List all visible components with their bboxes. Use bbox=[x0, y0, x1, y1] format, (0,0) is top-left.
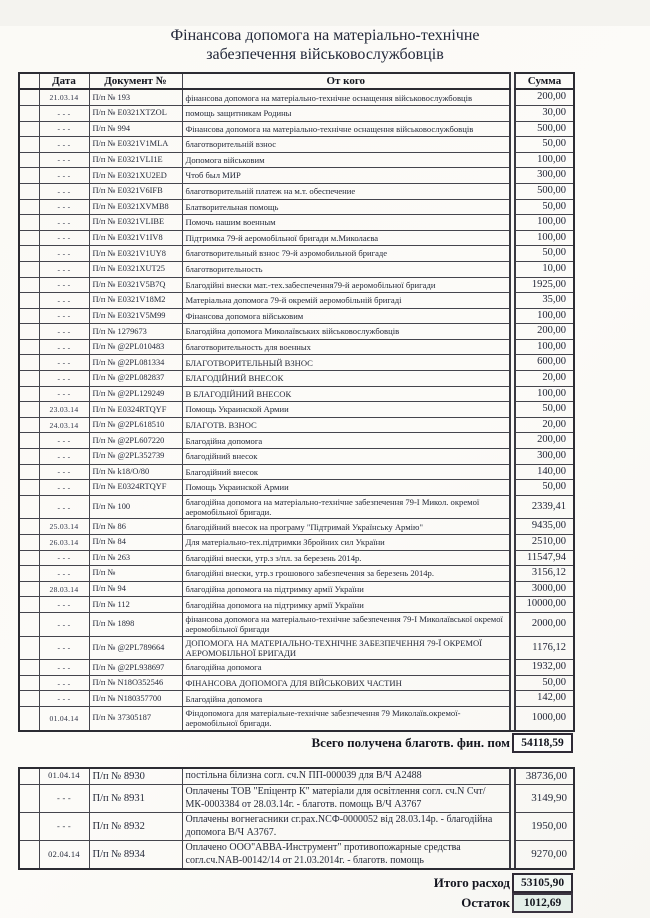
cell-sum: 100,00 bbox=[515, 339, 574, 355]
cell-document-number: П/п № @2PL129249 bbox=[89, 386, 182, 402]
table-row bbox=[19, 230, 574, 246]
scanned-document-page bbox=[0, 26, 650, 918]
row-index-cell bbox=[19, 293, 39, 309]
cell-sum: 50,00 bbox=[515, 480, 574, 496]
remainder-value: 1012,69 bbox=[512, 893, 573, 913]
table-row bbox=[19, 402, 574, 418]
row-index-cell bbox=[19, 183, 39, 199]
column-header-from: От кого bbox=[182, 73, 510, 89]
cell-sum: 2000,00 bbox=[515, 613, 574, 637]
cell-sum: 20,00 bbox=[515, 417, 574, 433]
cell-date: - - - bbox=[39, 495, 89, 519]
table-row bbox=[19, 660, 574, 676]
cell-date: 25.03.14 bbox=[39, 519, 89, 535]
cell-sum: 30,00 bbox=[515, 105, 574, 121]
cell-date: - - - bbox=[39, 324, 89, 340]
cell-date: - - - bbox=[39, 339, 89, 355]
cell-date: - - - bbox=[39, 308, 89, 324]
cell-sum: 1000,00 bbox=[515, 707, 574, 731]
row-index-cell bbox=[19, 371, 39, 387]
row-index-cell bbox=[19, 402, 39, 418]
cell-from: ДОПОМОГА НА МАТЕРІАЛЬНО-ТЕХНІЧНЕ ЗАБЕЗПЕЧЕННЯ 79-Ї ОКРЕМОЇ АЕРОМОБІЛЬНОЇ БРИГАДИ bbox=[182, 636, 510, 660]
cell-date: - - - bbox=[39, 168, 89, 184]
cell-date: - - - bbox=[39, 464, 89, 480]
row-index-cell bbox=[19, 152, 39, 168]
cell-from: БЛАГОТВОРИТЕЛЬНЫЙ ВЗНОС bbox=[182, 355, 510, 371]
cell-date: - - - bbox=[39, 183, 89, 199]
cell-from: Оплачены вогнегасники сг.рах.NСФ-0000052 від 28.03.14р. - благодійна допомога В/Ч А3767. bbox=[182, 813, 510, 841]
cell-document-number: П/п № 8934 bbox=[89, 841, 182, 870]
cell-date: - - - bbox=[39, 137, 89, 153]
cell-sum: 10000,00 bbox=[515, 597, 574, 613]
row-index-cell bbox=[19, 246, 39, 262]
cell-date: - - - bbox=[39, 386, 89, 402]
cell-sum: 200,00 bbox=[515, 89, 574, 105]
remainder-label: Остаток bbox=[461, 895, 510, 911]
cell-document-number: П/п № 994 bbox=[89, 121, 182, 137]
row-index-cell bbox=[19, 215, 39, 231]
table-row bbox=[19, 105, 574, 121]
table-row bbox=[19, 246, 574, 262]
cell-document-number: П/п № 86 bbox=[89, 519, 182, 535]
cell-date: - - - bbox=[39, 550, 89, 566]
expense-total-row bbox=[18, 873, 573, 893]
cell-date: 21.03.14 bbox=[39, 89, 89, 105]
table-row bbox=[19, 785, 574, 813]
cell-document-number: П/п № @2PL789664 bbox=[89, 636, 182, 660]
cell-document-number: П/п № E0321V6IFB bbox=[89, 183, 182, 199]
cell-from: ФІНАНСОВА ДОПОМОГА ДЛЯ ВІЙСЬКОВИХ ЧАСТИН bbox=[182, 675, 510, 691]
row-index-cell bbox=[19, 480, 39, 496]
page-title bbox=[0, 26, 650, 64]
cell-document-number: П/п № bbox=[89, 566, 182, 582]
row-index-cell bbox=[19, 355, 39, 371]
cell-sum: 1950,00 bbox=[515, 813, 574, 841]
table-row bbox=[19, 550, 574, 566]
cell-date: - - - bbox=[39, 293, 89, 309]
donations-table bbox=[18, 72, 575, 731]
cell-date: - - - bbox=[39, 371, 89, 387]
cell-from: Благодійна допомога bbox=[182, 691, 510, 707]
cell-sum: 3149,90 bbox=[515, 785, 574, 813]
cell-document-number: П/п № 84 bbox=[89, 535, 182, 551]
cell-from: Помощь Украинской Армии bbox=[182, 402, 510, 418]
cell-from: благодійна допомога на підтримку армії України bbox=[182, 597, 510, 613]
table-row bbox=[19, 199, 574, 215]
row-index-cell bbox=[19, 168, 39, 184]
cell-from: Оплачены ТОВ "Епіцентр К" матеріали для освітлення согл. сч.N Счт/МК-0003384 от 28.03.14г. - благотв. помощь В/Ч А3767 bbox=[182, 785, 510, 813]
cell-date: 23.03.14 bbox=[39, 402, 89, 418]
cell-document-number: П/п № E0321XU2ED bbox=[89, 168, 182, 184]
cell-from: благодійний внесок bbox=[182, 449, 510, 465]
table-row bbox=[19, 691, 574, 707]
cell-from: благотворительній платеж на м.т. обеспечение bbox=[182, 183, 510, 199]
cell-sum: 300,00 bbox=[515, 449, 574, 465]
row-index-cell bbox=[19, 636, 39, 660]
cell-document-number: П/п № E0321V1UY8 bbox=[89, 246, 182, 262]
cell-sum: 100,00 bbox=[515, 215, 574, 231]
table-row bbox=[19, 355, 574, 371]
received-total-label: Всего получена благотв. фин. пом bbox=[311, 734, 510, 750]
cell-sum: 100,00 bbox=[515, 230, 574, 246]
cell-from: благодійний внесок на програму "Підтримай Українську Армію" bbox=[182, 519, 510, 535]
table-row bbox=[19, 636, 574, 660]
row-index-cell bbox=[19, 785, 39, 813]
received-total-value: 54118,59 bbox=[512, 733, 573, 753]
cell-from: Помощь Украинской Армии bbox=[182, 480, 510, 496]
cell-date: - - - bbox=[39, 152, 89, 168]
row-index-cell bbox=[19, 841, 39, 870]
remainder-row bbox=[18, 893, 573, 913]
table-row bbox=[19, 277, 574, 293]
cell-from: Фіндопомога для матеріальне-технічне забезпечення 79 Миколаїв.окремої-аеромобільної бригади. bbox=[182, 707, 510, 731]
cell-sum: 1176,12 bbox=[515, 636, 574, 660]
table-row bbox=[19, 261, 574, 277]
cell-from: Чтоб был МИР bbox=[182, 168, 510, 184]
cell-from: БЛАГОТВ. ВЗНОС bbox=[182, 417, 510, 433]
cell-sum: 50,00 bbox=[515, 137, 574, 153]
cell-date: - - - bbox=[39, 355, 89, 371]
cell-from: Оплачено ООО"АВВА-Инструмент" противопожарные средства согл.сч.NAB-00142/14 от 21.03.2014г. - благотв. помощь bbox=[182, 841, 510, 870]
cell-sum: 20,00 bbox=[515, 371, 574, 387]
cell-document-number: П/п № E0321XUT25 bbox=[89, 261, 182, 277]
row-index-cell bbox=[19, 89, 39, 105]
cell-from: постільна білизна согл. сч.N ПП-000039 для В/Ч А2488 bbox=[182, 768, 510, 785]
cell-document-number: П/п № @2PL607220 bbox=[89, 433, 182, 449]
cell-sum: 50,00 bbox=[515, 675, 574, 691]
cell-from: Благодійна допомога bbox=[182, 433, 510, 449]
row-index-cell bbox=[19, 550, 39, 566]
cell-document-number: П/п № E0321XVMB8 bbox=[89, 199, 182, 215]
row-index-cell bbox=[19, 449, 39, 465]
cell-date: - - - bbox=[39, 785, 89, 813]
cell-date: 28.03.14 bbox=[39, 581, 89, 597]
row-index-cell bbox=[19, 199, 39, 215]
cell-date: - - - bbox=[39, 215, 89, 231]
cell-date: - - - bbox=[39, 691, 89, 707]
cell-sum: 500,00 bbox=[515, 183, 574, 199]
cell-from: Матеріальна допомога 79-й окремій аеромобільній бригаді bbox=[182, 293, 510, 309]
cell-from: Підтримка 79-й аеромобільної бригади м.Миколаєва bbox=[182, 230, 510, 246]
table-row bbox=[19, 215, 574, 231]
column-header-doc: Документ № bbox=[89, 73, 182, 89]
cell-from: благотворительный взнос 79-й аэромобильной бригаде bbox=[182, 246, 510, 262]
table-row bbox=[19, 613, 574, 637]
table-row bbox=[19, 324, 574, 340]
donations-table-header-row bbox=[19, 73, 574, 89]
cell-sum: 2510,00 bbox=[515, 535, 574, 551]
cell-sum: 600,00 bbox=[515, 355, 574, 371]
cell-from: Блатворительная помощь bbox=[182, 199, 510, 215]
cell-document-number: П/п № N18O352546 bbox=[89, 675, 182, 691]
cell-sum: 300,00 bbox=[515, 168, 574, 184]
table-row bbox=[19, 841, 574, 870]
column-header-sum: Сумма bbox=[515, 73, 574, 89]
row-index-cell bbox=[19, 277, 39, 293]
row-index-cell bbox=[19, 691, 39, 707]
page-title-line2: забезпечення військовослужбовців bbox=[206, 46, 444, 64]
table-row bbox=[19, 293, 574, 309]
row-index-cell bbox=[19, 433, 39, 449]
cell-sum: 50,00 bbox=[515, 402, 574, 418]
table-row bbox=[19, 433, 574, 449]
row-index-cell bbox=[19, 813, 39, 841]
row-index-cell bbox=[19, 339, 39, 355]
cell-date: 02.04.14 bbox=[39, 841, 89, 870]
cell-sum: 500,00 bbox=[515, 121, 574, 137]
row-index-cell bbox=[19, 121, 39, 137]
table-row bbox=[19, 581, 574, 597]
cell-document-number: П/п № 263 bbox=[89, 550, 182, 566]
cell-document-number: П/п № 37305187 bbox=[89, 707, 182, 731]
cell-document-number: П/п № 100 bbox=[89, 495, 182, 519]
row-index-cell bbox=[19, 417, 39, 433]
page-title-line1: Фінансова допомога на матеріально-технічне bbox=[170, 27, 480, 44]
table-row bbox=[19, 183, 574, 199]
cell-from: благодійна допомога на матеріально-технічне забезпечення 79-І Микол. окремої аеромобільної бригади. bbox=[182, 495, 510, 519]
row-index-cell bbox=[19, 495, 39, 519]
row-index-cell bbox=[19, 261, 39, 277]
cell-date: - - - bbox=[39, 613, 89, 637]
row-index-cell bbox=[19, 660, 39, 676]
row-index-cell bbox=[19, 707, 39, 731]
cell-document-number: П/п № 1898 bbox=[89, 613, 182, 637]
cell-from: В БЛАГОДІЙНИЙ ВНЕСОК bbox=[182, 386, 510, 402]
cell-sum: 142,00 bbox=[515, 691, 574, 707]
table-row bbox=[19, 89, 574, 105]
cell-from: Помочь нашим военным bbox=[182, 215, 510, 231]
row-index-cell bbox=[19, 581, 39, 597]
cell-from: помощь защитникам Родины bbox=[182, 105, 510, 121]
cell-document-number: П/п № k18/O/80 bbox=[89, 464, 182, 480]
table-row bbox=[19, 417, 574, 433]
row-index-cell bbox=[19, 675, 39, 691]
cell-from: Фінансова допомога на матеріально-технічне оснащення військовослужбовців bbox=[182, 121, 510, 137]
cell-sum: 35,00 bbox=[515, 293, 574, 309]
received-total-row bbox=[18, 733, 573, 753]
cell-date: - - - bbox=[39, 660, 89, 676]
table-row bbox=[19, 707, 574, 731]
row-index-cell bbox=[19, 386, 39, 402]
cell-from: благодійні внески, утр.з грошового забезпечення за березень 2014р. bbox=[182, 566, 510, 582]
cell-date: 24.03.14 bbox=[39, 417, 89, 433]
cell-document-number: П/п № E0324RTQYF bbox=[89, 402, 182, 418]
cell-sum: 38736,00 bbox=[515, 768, 574, 785]
table-row bbox=[19, 675, 574, 691]
cell-from: благодійна допомога на підтримку армії України bbox=[182, 581, 510, 597]
row-index-cell bbox=[19, 613, 39, 637]
column-header-blank bbox=[19, 73, 39, 89]
cell-sum: 140,00 bbox=[515, 464, 574, 480]
cell-sum: 50,00 bbox=[515, 246, 574, 262]
row-index-cell bbox=[19, 105, 39, 121]
cell-from: благотворительность для военных bbox=[182, 339, 510, 355]
cell-sum: 100,00 bbox=[515, 308, 574, 324]
cell-date: - - - bbox=[39, 636, 89, 660]
table-row bbox=[19, 535, 574, 551]
row-index-cell bbox=[19, 768, 39, 785]
cell-document-number: П/п № E0321V5B7Q bbox=[89, 277, 182, 293]
cell-document-number: П/п № E0321VLI1E bbox=[89, 152, 182, 168]
cell-sum: 3156,12 bbox=[515, 566, 574, 582]
row-index-cell bbox=[19, 137, 39, 153]
table-row bbox=[19, 386, 574, 402]
cell-document-number: П/п № 8930 bbox=[89, 768, 182, 785]
cell-from: Благодійний внесок bbox=[182, 464, 510, 480]
table-row bbox=[19, 137, 574, 153]
cell-date: - - - bbox=[39, 121, 89, 137]
cell-document-number: П/п № E0321V18M2 bbox=[89, 293, 182, 309]
table-row bbox=[19, 597, 574, 613]
cell-date: - - - bbox=[39, 566, 89, 582]
cell-document-number: П/п № 112 bbox=[89, 597, 182, 613]
cell-document-number: П/п № N180357700 bbox=[89, 691, 182, 707]
cell-document-number: П/п № 8932 bbox=[89, 813, 182, 841]
cell-document-number: П/п № @2PL938697 bbox=[89, 660, 182, 676]
table-row bbox=[19, 339, 574, 355]
cell-from: Благодійні внески мат.-тех.забеспечення79-й аеромобільної бригади bbox=[182, 277, 510, 293]
table-row bbox=[19, 464, 574, 480]
row-index-cell bbox=[19, 519, 39, 535]
cell-document-number: П/п № 1279673 bbox=[89, 324, 182, 340]
cell-document-number: П/п № E0321V1MLA bbox=[89, 137, 182, 153]
cell-date: - - - bbox=[39, 105, 89, 121]
cell-date: 26.03.14 bbox=[39, 535, 89, 551]
cell-from: БЛАГОДІЙНИЙ ВНЕСОК bbox=[182, 371, 510, 387]
cell-date: - - - bbox=[39, 433, 89, 449]
cell-document-number: П/п № @2PL010483 bbox=[89, 339, 182, 355]
cell-sum: 3000,00 bbox=[515, 581, 574, 597]
cell-date: 01.04.14 bbox=[39, 768, 89, 785]
cell-sum: 2339,41 bbox=[515, 495, 574, 519]
cell-sum: 9270,00 bbox=[515, 841, 574, 870]
cell-from: Благодійна допомога Миколаївських військовослужбовців bbox=[182, 324, 510, 340]
table-row bbox=[19, 768, 574, 785]
row-index-cell bbox=[19, 597, 39, 613]
cell-sum: 11547,94 bbox=[515, 550, 574, 566]
cell-date: - - - bbox=[39, 230, 89, 246]
cell-document-number: П/п № E0321V5M99 bbox=[89, 308, 182, 324]
table-row bbox=[19, 566, 574, 582]
cell-document-number: П/п № 193 bbox=[89, 89, 182, 105]
table-row bbox=[19, 519, 574, 535]
cell-document-number: П/п № @2PL082837 bbox=[89, 371, 182, 387]
cell-document-number: П/п № E0321VLIBE bbox=[89, 215, 182, 231]
table-row bbox=[19, 813, 574, 841]
cell-from: Для матеріально-тех.підтримки Збройних сил України bbox=[182, 535, 510, 551]
cell-from: благотворительность bbox=[182, 261, 510, 277]
cell-sum: 9435,00 bbox=[515, 519, 574, 535]
cell-date: - - - bbox=[39, 246, 89, 262]
cell-date: - - - bbox=[39, 199, 89, 215]
cell-document-number: П/п № E0324RTQYF bbox=[89, 480, 182, 496]
table-row bbox=[19, 449, 574, 465]
cell-sum: 200,00 bbox=[515, 324, 574, 340]
table-row bbox=[19, 495, 574, 519]
cell-date: - - - bbox=[39, 480, 89, 496]
cell-sum: 100,00 bbox=[515, 386, 574, 402]
cell-from: Фінансова допомога військовим bbox=[182, 308, 510, 324]
column-header-date: Дата bbox=[39, 73, 89, 89]
table-row bbox=[19, 308, 574, 324]
cell-document-number: П/п № E0321V1IV8 bbox=[89, 230, 182, 246]
cell-document-number: П/п № 94 bbox=[89, 581, 182, 597]
row-index-cell bbox=[19, 230, 39, 246]
table-row bbox=[19, 371, 574, 387]
expense-total-label: Итого расход bbox=[433, 875, 510, 891]
cell-date: 01.04.14 bbox=[39, 707, 89, 731]
table-row bbox=[19, 121, 574, 137]
row-index-cell bbox=[19, 535, 39, 551]
table-row bbox=[19, 168, 574, 184]
cell-date: - - - bbox=[39, 813, 89, 841]
cell-date: - - - bbox=[39, 449, 89, 465]
cell-from: благотворительній взнос bbox=[182, 137, 510, 153]
cell-sum: 1925,00 bbox=[515, 277, 574, 293]
expense-total-value: 53105,90 bbox=[512, 873, 573, 893]
cell-sum: 1932,00 bbox=[515, 660, 574, 676]
cell-sum: 10,00 bbox=[515, 261, 574, 277]
cell-from: благодійні внески, утр.з з/пл. за березень 2014р. bbox=[182, 550, 510, 566]
cell-from: фінансова допомога на матеріально-технічне забезпечення 79-І Миколаївської окремої аеромобільної бригади bbox=[182, 613, 510, 637]
cell-document-number: П/п № E0321XTZOL bbox=[89, 105, 182, 121]
cell-from: Допомога військовим bbox=[182, 152, 510, 168]
cell-date: - - - bbox=[39, 261, 89, 277]
cell-sum: 100,00 bbox=[515, 152, 574, 168]
row-index-cell bbox=[19, 566, 39, 582]
cell-from: фінансова допомога на матеріально-технічне оснащення військовослужбовців bbox=[182, 89, 510, 105]
cell-document-number: П/п № 8931 bbox=[89, 785, 182, 813]
table-row bbox=[19, 152, 574, 168]
expenses-table bbox=[18, 767, 575, 871]
row-index-cell bbox=[19, 324, 39, 340]
table-row bbox=[19, 480, 574, 496]
cell-date: - - - bbox=[39, 277, 89, 293]
cell-from: благодійна допомога bbox=[182, 660, 510, 676]
cell-document-number: П/п № @2PL618510 bbox=[89, 417, 182, 433]
cell-sum: 200,00 bbox=[515, 433, 574, 449]
cell-document-number: П/п № @2PL081334 bbox=[89, 355, 182, 371]
cell-date: - - - bbox=[39, 597, 89, 613]
cell-document-number: П/п № @2PL352739 bbox=[89, 449, 182, 465]
row-index-cell bbox=[19, 308, 39, 324]
cell-sum: 50,00 bbox=[515, 199, 574, 215]
row-index-cell bbox=[19, 464, 39, 480]
cell-date: - - - bbox=[39, 675, 89, 691]
